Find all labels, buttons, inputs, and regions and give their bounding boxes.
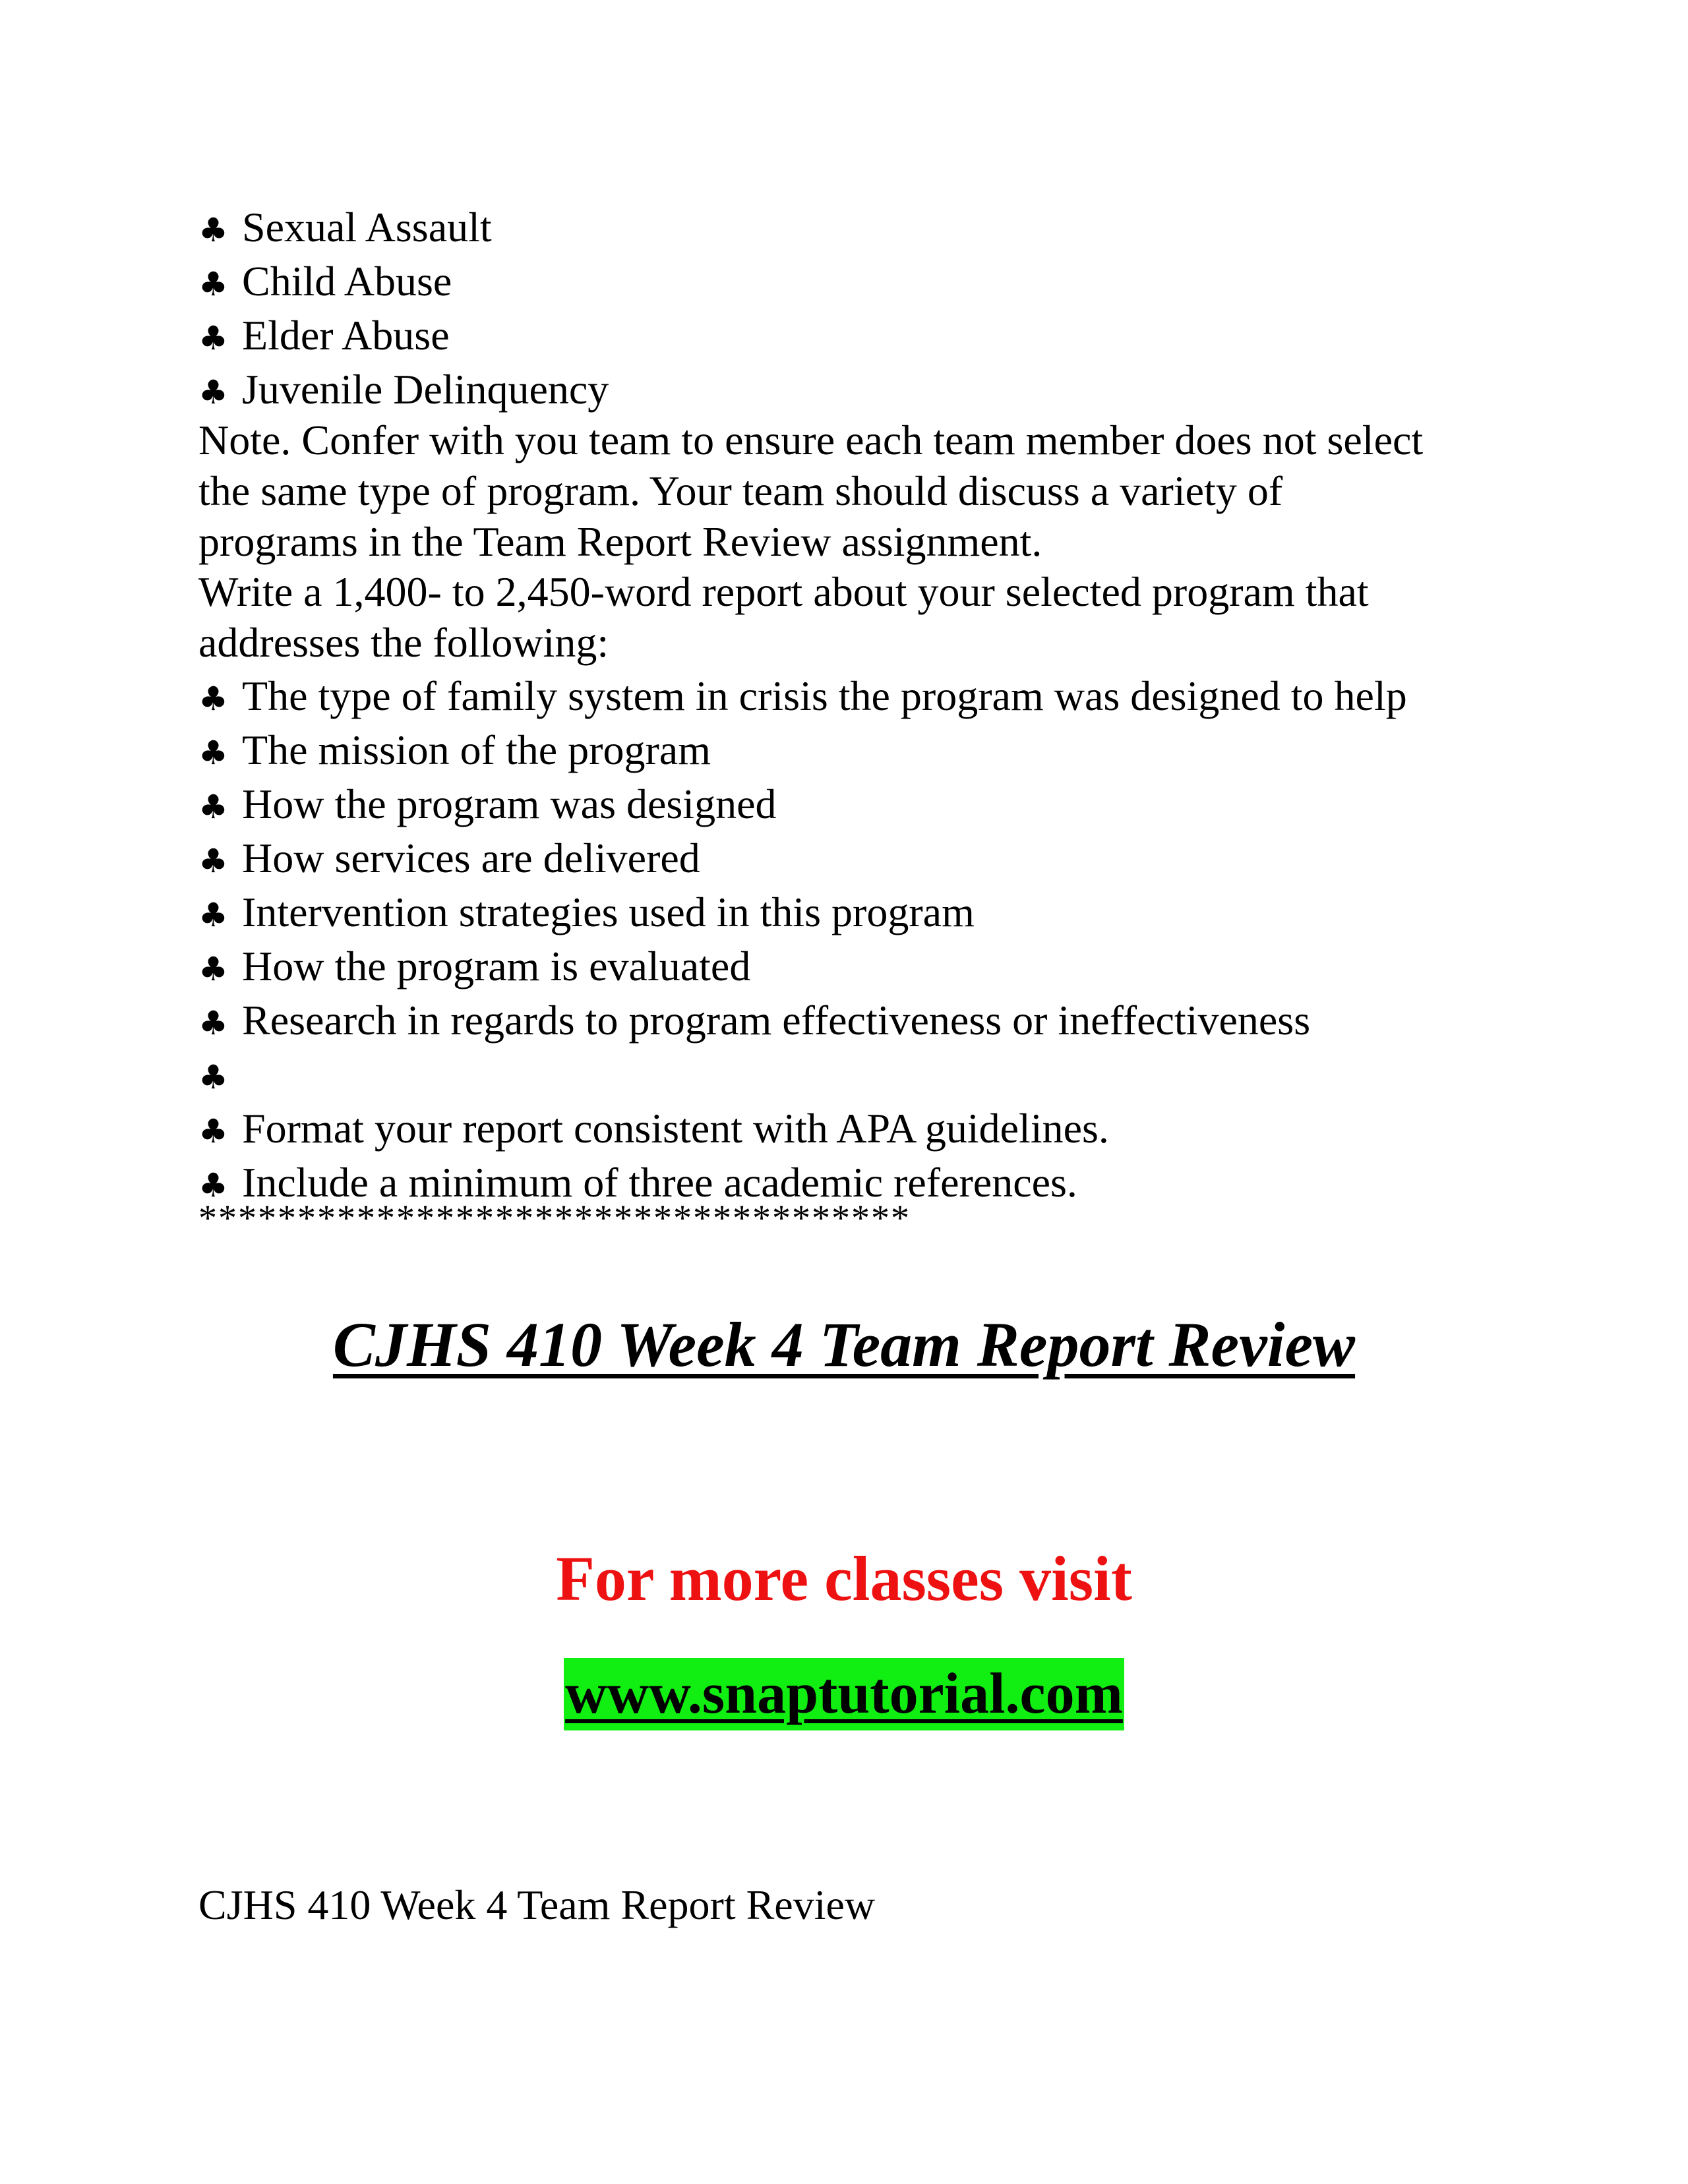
club-bullet-icon: ♣ <box>198 265 228 303</box>
footer-title: CJHS 410 Week 4 Team Report Review <box>198 1881 876 1928</box>
note-line-2: the same type of program. Your team should discuss a variety of <box>198 467 1283 514</box>
report-bullet-item: ♣ How the program is evaluated <box>198 940 750 995</box>
page-title: CJHS 410 Week 4 Team Report Review <box>332 1309 1356 1380</box>
club-bullet-icon: ♣ <box>198 842 228 880</box>
club-bullet-icon: ♣ <box>198 734 228 772</box>
bullet-item-sexual-assault: ♣ Sexual Assault <box>198 201 492 256</box>
separator-stars: ************************************ <box>198 1198 911 1239</box>
bullet-item-juvenile-delinquency: ♣ Juvenile Delinquency <box>198 363 609 419</box>
report-bullet-item: ♣ Intervention strategies used in this program <box>198 886 975 941</box>
club-bullet-icon: ♣ <box>198 1058 228 1096</box>
note-line-3: programs in the Team Report Review assignment. <box>198 518 1042 565</box>
website-link[interactable]: www.snaptutorial.com <box>564 1658 1124 1730</box>
write-line-1: Write a 1,400- to 2,450-word report about your selected program that <box>198 568 1369 615</box>
report-bullet-item-empty <box>198 1048 242 1104</box>
note-line-1: Note. Confer with you team to ensure each team member does not select <box>198 417 1424 463</box>
report-bullet-item: ♣ How services are delivered <box>198 832 700 887</box>
club-bullet-icon: ♣ <box>198 950 228 988</box>
report-bullet-item: ♣ How the program was designed <box>198 778 776 833</box>
club-bullet-icon: ♣ <box>198 1112 228 1150</box>
club-bullet-icon: ♣ <box>198 373 228 411</box>
club-bullet-icon: ♣ <box>198 1166 228 1204</box>
report-bullet-item: ♣ The mission of the program <box>198 724 711 779</box>
report-bullet-item: ♣ Include a minimum of three academic references. <box>198 1156 1077 1212</box>
club-bullet-icon: ♣ <box>198 319 228 357</box>
club-bullet-icon: ♣ <box>198 788 228 826</box>
visit-text: For more classes visit <box>556 1543 1132 1614</box>
write-line-2: addresses the following: <box>198 619 609 666</box>
club-bullet-icon: ♣ <box>198 896 228 934</box>
report-bullet-item: ♣ Format your report consistent with APA guidelines. <box>198 1102 1109 1158</box>
club-bullet-icon: ♣ <box>198 1004 228 1042</box>
club-bullet-icon: ♣ <box>198 680 228 718</box>
bullet-item-child-abuse: ♣ Child Abuse <box>198 255 452 310</box>
bullet-item-elder-abuse: ♣ Elder Abuse <box>198 309 450 365</box>
club-bullet-icon: ♣ <box>198 211 228 249</box>
report-bullet-item: ♣ Research in regards to program effectiveness or ineffectiveness <box>198 994 1310 1049</box>
url-wrapper <box>0 1658 1688 1730</box>
report-bullet-item: ♣ The type of family system in crisis the program was designed to help <box>198 670 1407 725</box>
